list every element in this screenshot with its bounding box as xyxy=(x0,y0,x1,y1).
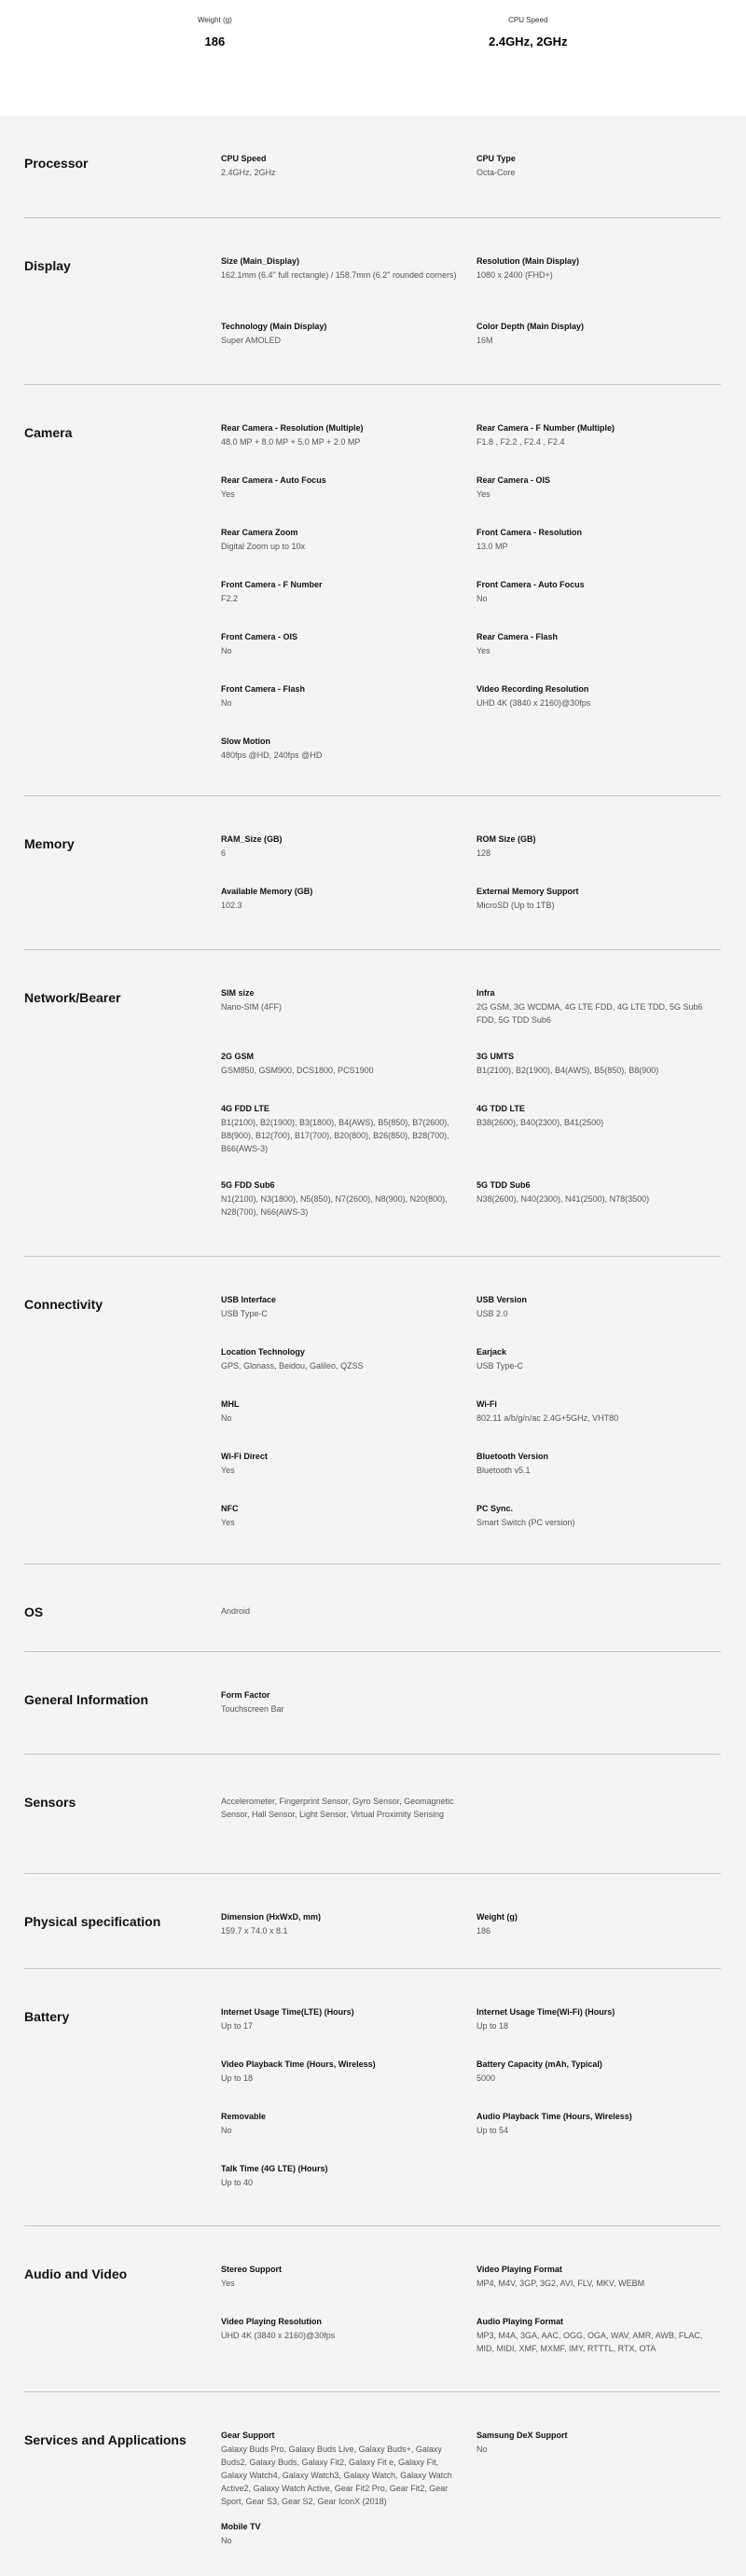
spec-value: 159.7 x 74.0 x 8.1 xyxy=(221,1926,288,1935)
spec-label: Gear Support xyxy=(221,2431,275,2440)
spec-value: No xyxy=(221,1413,232,1423)
section-title: Services and Applications xyxy=(24,2432,186,2447)
spec-item xyxy=(477,1294,721,1346)
spec-value: Digital Zoom up to 10x xyxy=(221,542,306,551)
spec-value: Yes xyxy=(477,489,490,499)
spec-item xyxy=(221,987,477,1051)
section-title: Battery xyxy=(24,2009,70,2024)
spec-item xyxy=(221,1103,477,1179)
spec-label: Earjack xyxy=(477,1347,507,1357)
spec-label: Wi-Fi xyxy=(477,1399,497,1409)
spec-label: Color Depth (Main Display) xyxy=(477,322,585,331)
spec-value: 128 xyxy=(477,848,491,858)
section-title: Audio and Video xyxy=(24,2266,128,2281)
spec-value: 480fps @HD, 240fps @HD xyxy=(221,751,323,760)
spec-value: No xyxy=(221,646,232,655)
spec-value: Galaxy Buds Pro, Galaxy Buds Live, Galaxy Buds+, Galaxy Buds2, Galaxy Buds, Galaxy Fit2, Galaxy Fit e, Galaxy Fit, Galaxy Watch4, Galaxy Watch3, Galaxy Watch, Galaxy Watch Active2, Galaxy Watch Active, Gear Fit2 Pro, Gear Fit2, Gear Sport, Gear S3, Gear S2, Gear IconX (2018) xyxy=(221,2445,452,2506)
spec-label: CPU Speed xyxy=(221,154,267,163)
spec-item xyxy=(221,736,477,788)
spec-item xyxy=(477,1103,721,1179)
spec-value: 5000 xyxy=(477,2073,496,2083)
spec-value: Yes xyxy=(221,489,235,499)
spec-section-audio-and-video xyxy=(24,2226,721,2392)
spec-item xyxy=(477,987,721,1051)
spec-item xyxy=(477,2430,721,2521)
spec-item xyxy=(477,2006,721,2059)
spec-grid xyxy=(221,1792,721,1873)
spec-grid xyxy=(221,2006,721,2225)
spec-item xyxy=(221,2430,477,2521)
spec-value: No xyxy=(477,594,488,603)
section-title: Connectivity xyxy=(24,1297,104,1312)
spec-item xyxy=(477,2111,721,2163)
spec-value: GSM850, GSM900, DCS1800, PCS1900 xyxy=(221,1066,374,1075)
spec-item xyxy=(221,1398,477,1451)
spec-label: 5G FDD Sub6 xyxy=(221,1180,275,1190)
spec-value: 2.4GHz, 2GHz xyxy=(221,168,276,177)
spec-section-general-information xyxy=(24,1652,721,1755)
section-title: Sensors xyxy=(24,1795,76,1810)
spec-value: 16M xyxy=(477,336,493,345)
spec-value: MP3, M4A, 3GA, AAC, OGG, OGA, WAV, AMR, AWB, FLAC, MID, MIDI, XMF, MXMF, IMY, RTTTL, RTX, OTA xyxy=(477,2331,703,2353)
spec-item xyxy=(477,153,721,205)
spec-grid xyxy=(221,153,721,217)
spec-item xyxy=(221,2264,477,2316)
spec-label: Internet Usage Time(LTE) (Hours) xyxy=(221,2007,354,2017)
spec-item xyxy=(477,321,721,373)
spec-item xyxy=(477,2059,721,2111)
spec-item xyxy=(477,1346,721,1398)
spec-value: Touchscreen Bar xyxy=(221,1704,284,1714)
spec-grid xyxy=(221,255,721,384)
spec-grid xyxy=(221,987,721,1256)
spec-value: UHD 4K (3840 x 2160)@30fps xyxy=(477,698,591,708)
spec-item xyxy=(221,1294,477,1346)
spec-item xyxy=(477,527,721,579)
spec-label: USB Interface xyxy=(221,1295,277,1304)
spec-label: Resolution (Main Display) xyxy=(477,256,580,266)
spec-label: Front Camera - Resolution xyxy=(477,528,583,537)
spec-item xyxy=(221,1911,477,1963)
spec-value: USB Type-C xyxy=(477,1361,523,1371)
spec-value: F2.2 xyxy=(221,594,239,603)
spec-grid xyxy=(221,1294,721,1564)
spec-value: 1080 x 2400 (FHD+) xyxy=(477,270,553,280)
spec-label: Battery Capacity (mAh, Typical) xyxy=(477,2059,602,2069)
spec-item xyxy=(221,2163,477,2215)
spec-value: Up to 18 xyxy=(477,2021,509,2031)
summary-cpu-label: CPU Speed xyxy=(508,16,548,24)
spec-label: PC Sync. xyxy=(477,1504,514,1513)
spec-label: Bluetooth Version xyxy=(477,1452,549,1461)
spec-label: SIM size xyxy=(221,988,255,998)
spec-label: Slow Motion xyxy=(221,737,270,746)
spec-item xyxy=(221,475,477,527)
spec-value: Yes xyxy=(221,1466,235,1475)
spec-label: Rear Camera - Resolution (Multiple) xyxy=(221,423,364,433)
spec-value: MP4, M4V, 3GP, 3G2, AVI, FLV, MKV, WEBM xyxy=(477,2279,645,2288)
section-title: Physical specification xyxy=(24,1914,161,1929)
spec-item xyxy=(477,579,721,631)
spec-item xyxy=(477,2264,721,2316)
spec-item xyxy=(221,579,477,631)
spec-label: Removable xyxy=(221,2112,267,2121)
spec-item xyxy=(477,833,721,886)
spec-label: 3G UMTS xyxy=(477,1052,515,1061)
spec-label: Rear Camera - F Number (Multiple) xyxy=(477,423,615,433)
spec-label: Rear Camera - Auto Focus xyxy=(221,475,326,485)
spec-item xyxy=(221,153,477,205)
spec-label: 4G TDD LTE xyxy=(477,1104,525,1113)
spec-value: B1(2100), B2(1900), B4(AWS), B5(850), B8(900) xyxy=(477,1066,659,1075)
spec-item xyxy=(221,1346,477,1398)
spec-value: UHD 4K (3840 x 2160)@30fps xyxy=(221,2331,336,2340)
spec-value: Yes xyxy=(221,2279,235,2288)
spec-item xyxy=(221,683,477,736)
spec-label: Size (Main_Display) xyxy=(221,256,300,266)
spec-value: Bluetooth v5.1 xyxy=(477,1466,531,1475)
spec-item xyxy=(221,631,477,683)
spec-label: Audio Playing Format xyxy=(477,2317,564,2326)
spec-item xyxy=(221,2006,477,2059)
summary-weight-label: Weight (g) xyxy=(198,16,232,24)
spec-grid xyxy=(221,2264,721,2391)
spec-item xyxy=(221,886,477,938)
spec-item xyxy=(221,2316,477,2368)
spec-item xyxy=(477,1503,721,1555)
spec-label: Samsung DeX Support xyxy=(477,2431,568,2440)
spec-item xyxy=(477,631,721,683)
spec-label: Infra xyxy=(477,988,495,998)
summary-weight-value: 186 xyxy=(204,34,226,48)
spec-label: Rear Camera - OIS xyxy=(477,475,551,485)
spec-section-physical-specification xyxy=(24,1874,721,1969)
spec-value: 2G GSM, 3G WCDMA, 4G LTE FDD, 4G LTE TDD, 5G Sub6 FDD, 5G TDD Sub6 xyxy=(477,1002,703,1025)
section-title: Network/Bearer xyxy=(24,990,121,1005)
spec-section-services-and-applications xyxy=(24,2392,721,2576)
spec-label: MHL xyxy=(221,1399,240,1409)
spec-value: Octa-Core xyxy=(477,168,516,177)
spec-item xyxy=(221,255,477,321)
spec-grid xyxy=(221,1602,721,1651)
spec-label: Location Technology xyxy=(221,1347,305,1357)
spec-label: Form Factor xyxy=(221,1690,270,1700)
spec-grid xyxy=(221,1911,721,1968)
spec-section-memory xyxy=(24,796,721,950)
spec-value: B38(2600), B40(2300), B41(2500) xyxy=(477,1118,604,1127)
spec-item xyxy=(477,683,721,736)
spec-value: N1(2100), N3(1800), N5(850), N7(2600), N8(900), N20(800), N28(700), N66(AWS-3) xyxy=(221,1194,448,1217)
spec-section-sensors xyxy=(24,1755,721,1874)
spec-label: 2G GSM xyxy=(221,1052,255,1061)
spec-value: 13.0 MP xyxy=(477,542,508,551)
spec-value: Smart Switch (PC version) xyxy=(477,1518,575,1527)
spec-grid xyxy=(221,422,721,795)
spec-label: Front Camera - Auto Focus xyxy=(477,580,585,589)
spec-value: 102.3 xyxy=(221,901,242,910)
spec-item xyxy=(221,1451,477,1503)
summary-cpu-value: 2.4GHz, 2GHz xyxy=(489,34,568,48)
spec-label: CPU Type xyxy=(477,154,516,163)
spec-label: Mobile TV xyxy=(221,2522,261,2531)
spec-label: Available Memory (GB) xyxy=(221,887,313,896)
spec-label: Front Camera - OIS xyxy=(221,632,298,641)
spec-item xyxy=(477,886,721,938)
spec-section-battery xyxy=(24,1969,721,2226)
spec-value: Yes xyxy=(221,1518,235,1527)
spec-item xyxy=(477,1051,721,1103)
spec-item xyxy=(221,1602,477,1654)
spec-section-camera xyxy=(24,385,721,796)
summary-cpu xyxy=(489,16,568,48)
spec-item xyxy=(221,1792,477,1844)
spec-item xyxy=(221,1503,477,1555)
spec-item xyxy=(221,422,477,475)
spec-label: Video Playing Format xyxy=(477,2265,562,2274)
spec-item xyxy=(477,2316,721,2368)
spec-item xyxy=(221,321,477,373)
spec-grid xyxy=(221,1689,721,1754)
spec-value: No xyxy=(477,2445,488,2454)
spec-label: Video Playback Time (Hours, Wireless) xyxy=(221,2059,376,2069)
spec-label: External Memory Support xyxy=(477,887,579,896)
spec-label: NFC xyxy=(221,1504,239,1513)
section-title: General Information xyxy=(24,1692,149,1707)
spec-label: USB Version xyxy=(477,1295,528,1304)
section-title: Display xyxy=(24,258,71,273)
spec-value: No xyxy=(221,2536,232,2545)
spec-item xyxy=(221,1051,477,1103)
spec-value: F1.8 , F2.2 , F2.4 , F2.4 xyxy=(477,437,565,447)
section-title: Processor xyxy=(24,156,89,171)
spec-label: Front Camera - F Number xyxy=(221,580,323,589)
summary-header xyxy=(0,0,746,116)
spec-value: N38(2600), N40(2300), N41(2500), N78(3500) xyxy=(477,1194,650,1204)
spec-section-network-bearer xyxy=(24,950,721,1257)
spec-item xyxy=(221,1689,477,1742)
spec-item xyxy=(221,2521,477,2573)
spec-item xyxy=(221,1179,477,1235)
specs-list xyxy=(0,116,746,2576)
spec-label: ROM Size (GB) xyxy=(477,834,536,844)
spec-label: Video Recording Resolution xyxy=(477,684,589,694)
spec-label: Audio Playback Time (Hours, Wireless) xyxy=(477,2112,632,2121)
spec-value: USB 2.0 xyxy=(477,1309,508,1318)
spec-value: USB Type-C xyxy=(221,1309,268,1318)
spec-value: Yes xyxy=(477,646,490,655)
spec-value: Up to 18 xyxy=(221,2073,254,2083)
spec-value: B1(2100), B2(1900), B3(1800), B4(AWS), B5(850), B7(2600), B8(900), B12(700), B17(700), B20(800), B26(850), B28(700), B66(AWS-3) xyxy=(221,1118,449,1153)
spec-value: No xyxy=(221,2126,232,2135)
spec-item xyxy=(221,2111,477,2163)
spec-grid xyxy=(221,833,721,949)
spec-label: Stereo Support xyxy=(221,2265,283,2274)
spec-value: Nano-SIM (4FF) xyxy=(221,1002,283,1012)
spec-item xyxy=(477,1911,721,1963)
spec-value: MicroSD (Up to 1TB) xyxy=(477,901,555,910)
section-title: OS xyxy=(24,1605,44,1619)
section-title: Memory xyxy=(24,836,75,851)
spec-value: Up to 54 xyxy=(477,2126,509,2135)
spec-value: No xyxy=(221,698,232,708)
spec-label: Front Camera - Flash xyxy=(221,684,306,694)
spec-value: Super AMOLED xyxy=(221,336,282,345)
spec-item xyxy=(221,833,477,886)
spec-label: Wi-Fi Direct xyxy=(221,1452,268,1461)
section-title: Camera xyxy=(24,425,73,440)
spec-label: Dimension (HxWxD, mm) xyxy=(221,1912,322,1922)
spec-label: Video Playing Resolution xyxy=(221,2317,322,2326)
spec-section-os xyxy=(24,1564,721,1652)
spec-value: 162.1mm (6.4" full rectangle) / 158.7mm (6.2" rounded corners) xyxy=(221,270,457,280)
spec-value: 186 xyxy=(477,1926,491,1935)
spec-value: 6 xyxy=(221,848,227,858)
spec-value: GPS, Glonass, Beidou, Galileo, QZSS xyxy=(221,1361,364,1371)
spec-label: 4G FDD LTE xyxy=(221,1104,269,1113)
spec-item xyxy=(221,527,477,579)
summary-weight xyxy=(198,16,232,48)
spec-value: Up to 40 xyxy=(221,2178,254,2187)
spec-item xyxy=(477,1398,721,1451)
spec-item xyxy=(477,422,721,475)
spec-item xyxy=(477,1451,721,1503)
spec-value: 802.11 a/b/g/n/ac 2.4G+5GHz, VHT80 xyxy=(477,1413,619,1423)
spec-label: Internet Usage Time(Wi-Fi) (Hours) xyxy=(477,2007,615,2017)
spec-value: 48.0 MP + 8.0 MP + 5.0 MP + 2.0 MP xyxy=(221,437,361,447)
spec-grid xyxy=(221,2430,721,2576)
spec-item xyxy=(221,2059,477,2111)
spec-value: Android xyxy=(221,1606,251,1616)
spec-label: Technology (Main Display) xyxy=(221,322,327,331)
spec-label: Rear Camera Zoom xyxy=(221,528,298,537)
spec-value: Up to 17 xyxy=(221,2021,254,2031)
spec-label: Talk Time (4G LTE) (Hours) xyxy=(221,2164,328,2173)
spec-section-connectivity xyxy=(24,1257,721,1564)
spec-item xyxy=(477,255,721,321)
spec-item xyxy=(477,1179,721,1235)
spec-label: 5G TDD Sub6 xyxy=(477,1180,531,1190)
spec-label: Rear Camera - Flash xyxy=(477,632,559,641)
spec-section-display xyxy=(24,218,721,385)
spec-label: RAM_Size (GB) xyxy=(221,834,283,844)
spec-item xyxy=(477,475,721,527)
spec-label: Weight (g) xyxy=(477,1912,518,1922)
spec-value: Accelerometer, Fingerprint Sensor, Gyro Sensor, Geomagnetic Sensor, Hall Sensor, Light Sensor, Virtual Proximity Sensing xyxy=(221,1797,454,1819)
spec-section-processor xyxy=(24,116,721,218)
